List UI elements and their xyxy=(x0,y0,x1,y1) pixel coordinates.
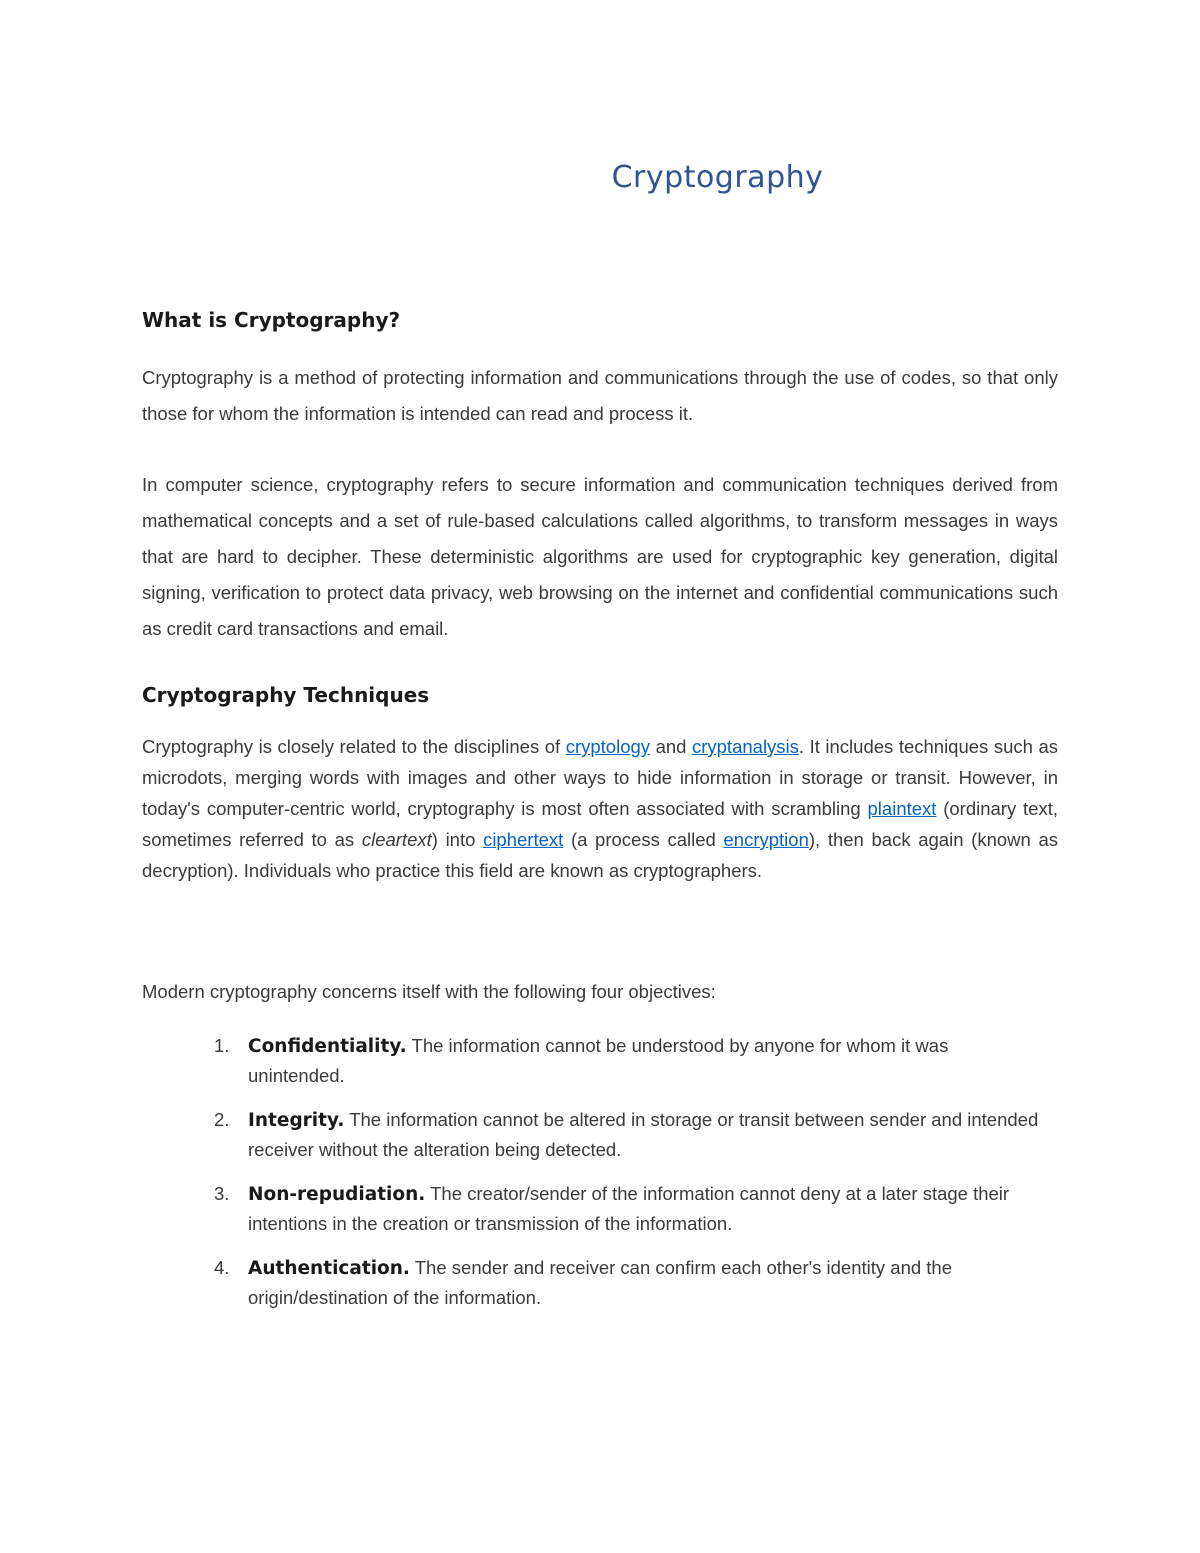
term-cleartext: cleartext xyxy=(361,829,432,850)
link-encryption[interactable]: encryption xyxy=(723,829,809,850)
text-run: (a process called xyxy=(563,829,724,850)
link-cryptanalysis[interactable]: cryptanalysis xyxy=(691,736,799,757)
paragraph-definition: Cryptography is a method of protecting information and communications through the use of codes, so that only those for whom the information is intended can read and process it. xyxy=(142,367,1058,424)
document-body xyxy=(142,300,1058,1327)
link-cryptology[interactable]: cryptology xyxy=(565,736,651,757)
objective-term: Authentication. xyxy=(248,1258,410,1279)
objective-description: The information cannot be altered in storage or transit between sender and intended receiver without the alteration being detected. xyxy=(248,1109,1039,1160)
objective-item xyxy=(142,1179,1048,1238)
text-run: (ordinary text, sometimes referred to as xyxy=(142,798,1058,850)
text-run: . It includes techniques such as microdots, merging words with images and other ways to hide information in storage or transit. However, in today's computer-centric world, cryptography is most often associated with scrambling xyxy=(142,736,1058,819)
objective-item xyxy=(142,1253,1048,1312)
text-run: and xyxy=(650,736,692,757)
text-run: Cryptography is closely related to the disciplines of xyxy=(142,736,566,757)
objective-description: The sender and receiver can confirm each other's identity and the origin/destination of the information. xyxy=(248,1257,953,1308)
heading-what-is-cryptography: What is Cryptography? xyxy=(142,308,401,332)
heading-cryptography-techniques: Cryptography Techniques xyxy=(142,683,430,707)
text-run: ) into xyxy=(431,829,484,850)
link-plaintext[interactable]: plaintext xyxy=(867,798,937,819)
paragraph-computer-science: In computer science, cryptography refers to secure information and communication techniques derived from mathematical concepts and a set of rule-based calculations called algorithms, to transform messages in ways that are hard to decipher. These deterministic algorithms are used for cryptographic key generation, digital signing, verification to protect data privacy, web browsing on the internet and confidential communications such as credit card transactions and email. xyxy=(142,474,1058,639)
objective-term: Non-repudiation. xyxy=(248,1184,426,1205)
list-number: 2. xyxy=(214,1109,230,1130)
paragraph-objectives-intro: Modern cryptography concerns itself with the following four objectives: xyxy=(142,981,716,1002)
objective-description: The creator/sender of the information cannot deny at a later stage their intentions in the creation or transmission of the information. xyxy=(248,1183,1010,1234)
list-number: 4. xyxy=(214,1257,230,1278)
text-run: ), then back again (known as decryption). Individuals who practice this field are known as cryptographers. xyxy=(142,829,1058,881)
link-ciphertext[interactable]: ciphertext xyxy=(483,829,564,850)
objective-term: Confidentiality. xyxy=(248,1036,407,1057)
objectives-list xyxy=(142,1031,1058,1312)
objective-item xyxy=(142,1105,1048,1164)
objective-item xyxy=(142,1031,1048,1090)
paragraph-techniques xyxy=(142,731,1058,886)
objective-term: Integrity. xyxy=(248,1110,345,1131)
document-title: Cryptography xyxy=(611,160,824,195)
objective-description: The information cannot be understood by anyone for whom it was unintended. xyxy=(248,1035,949,1086)
list-number: 3. xyxy=(214,1183,230,1204)
list-number: 1. xyxy=(214,1035,230,1056)
